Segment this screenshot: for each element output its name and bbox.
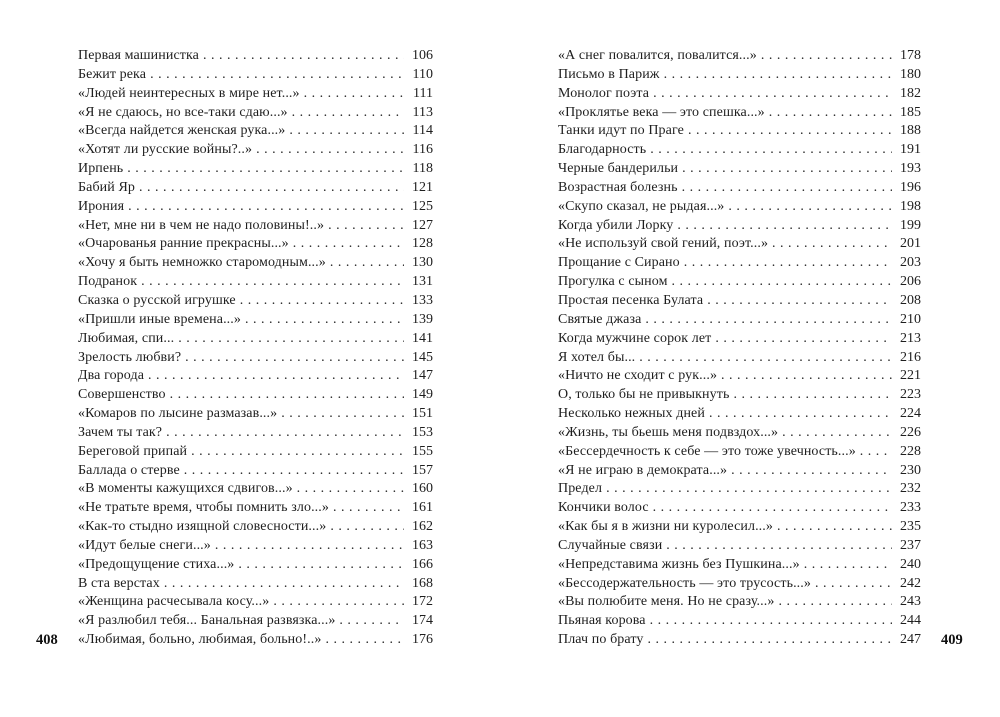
toc-entry-page-number: 198 [900, 198, 921, 214]
toc-entry-title: Благодарность [558, 142, 647, 158]
dot-leader [772, 235, 892, 254]
toc-entry-page-number: 228 [900, 443, 921, 459]
dot-leader [281, 405, 404, 424]
dot-leader [170, 386, 404, 405]
toc-entry-page-number: 157 [412, 462, 433, 478]
toc-entry-title: «Я разлюбил тебя... Банальная развязка...» [78, 613, 336, 629]
dot-leader [293, 235, 404, 254]
toc-entry-title: «Предощущение стиха...» [78, 556, 235, 572]
toc-entry-title: «Нет, мне ни в чем не надо половины!..» [78, 217, 325, 233]
toc-entry-title: О, только бы не привыкнуть [558, 387, 730, 403]
dot-leader [677, 217, 892, 236]
toc-entry-title: Зрелость любви? [78, 349, 182, 365]
toc-entry-page-number: 111 [413, 85, 433, 101]
toc-entry [558, 443, 921, 462]
toc-entry [78, 217, 433, 236]
toc-entry-page-number: 163 [412, 537, 433, 553]
dot-leader [721, 367, 892, 386]
toc-entry-page-number: 106 [412, 48, 433, 63]
toc-entry-page-number: 130 [412, 255, 433, 271]
dot-leader [128, 198, 404, 217]
toc-entry-page-number: 147 [412, 368, 433, 384]
toc-entry [558, 330, 921, 349]
toc-entry [78, 198, 433, 217]
dot-leader [325, 631, 404, 650]
toc-entry-page-number: 244 [900, 613, 921, 629]
toc-entry [78, 311, 433, 330]
dot-leader [648, 631, 893, 650]
toc-entry-page-number: 133 [412, 292, 433, 308]
toc-entry [78, 367, 433, 386]
toc-entry [558, 575, 921, 594]
toc-entry-title: Кончики волос [558, 500, 649, 516]
toc-entry [78, 480, 433, 499]
toc-entry-title: Танки идут по Праге [558, 123, 684, 139]
dot-leader [682, 179, 892, 198]
dot-leader [653, 499, 892, 518]
dot-leader [761, 47, 892, 66]
dot-leader [139, 179, 404, 198]
toc-entry-title: «Комаров по лысине размазав...» [78, 406, 278, 422]
toc-entry-title: Когда мужчине сорок лет [558, 330, 712, 346]
toc-entry-page-number: 145 [412, 349, 433, 365]
toc-entry-title: Ирония [78, 198, 125, 214]
dot-leader [238, 556, 404, 575]
toc-entry [558, 612, 921, 631]
toc-entry-page-number: 213 [900, 330, 921, 346]
toc-entry [558, 537, 921, 556]
dot-leader [804, 556, 892, 575]
toc-entry [558, 462, 921, 481]
toc-entry [558, 556, 921, 575]
toc-entry [558, 104, 921, 123]
toc-entry-page-number: 226 [900, 424, 921, 440]
toc-entry-title: «Хотят ли русские войны?..» [78, 142, 253, 158]
toc-entry-page-number: 151 [412, 406, 433, 422]
toc-entry [558, 160, 921, 179]
dot-leader [273, 593, 404, 612]
toc-entry-title: Черные бандерильи [558, 161, 679, 177]
left-page-toc-list [78, 47, 433, 650]
dot-leader [860, 443, 892, 462]
toc-entry-title: «Идут белые снеги...» [78, 537, 211, 553]
toc-entry [78, 349, 433, 368]
toc-entry [558, 349, 921, 368]
toc-entry-page-number: 149 [412, 387, 433, 403]
toc-entry [78, 66, 433, 85]
toc-entry [78, 499, 433, 518]
toc-entry [78, 537, 433, 556]
toc-entry-page-number: 240 [900, 556, 921, 572]
dot-leader [333, 499, 404, 518]
toc-entry-title: Сказка о русской игрушке [78, 292, 236, 308]
toc-entry-page-number: 216 [900, 349, 921, 365]
toc-entry-title: «Жизнь, ты бьешь меня подвздох...» [558, 424, 779, 440]
toc-entry [558, 499, 921, 518]
toc-entry-title: Я хотел бы... [558, 349, 636, 365]
toc-entry [78, 160, 433, 179]
dot-leader [166, 424, 404, 443]
toc-entry-title: В ста верстах [78, 575, 160, 591]
toc-entry-page-number: 233 [900, 500, 921, 516]
toc-entry-page-number: 235 [900, 519, 921, 535]
toc-entry [78, 85, 433, 104]
toc-entry-page-number: 191 [900, 142, 921, 158]
dot-leader [688, 122, 892, 141]
toc-entry [558, 141, 921, 160]
toc-entry [78, 556, 433, 575]
toc-entry-title: Монолог поэта [558, 85, 650, 101]
toc-entry-page-number: 131 [412, 274, 433, 290]
toc-entry-title: Прогулка с сыном [558, 274, 668, 290]
dot-leader [728, 198, 892, 217]
dot-leader [141, 273, 404, 292]
toc-entry-title: Бежит река [78, 66, 147, 82]
toc-entry [78, 254, 433, 273]
toc-entry-title: Святые джаза [558, 311, 642, 327]
toc-entry-page-number: 172 [412, 594, 433, 610]
toc-entry-page-number: 121 [412, 179, 433, 195]
toc-entry-title: Прощание с Сирано [558, 255, 680, 271]
toc-entry [558, 217, 921, 236]
toc-entry-title: Простая песенка Булата [558, 292, 704, 308]
toc-entry [78, 631, 433, 650]
toc-entry-title: «Скупо сказал, не рыдая...» [558, 198, 725, 214]
right-page-toc-list [558, 47, 921, 650]
toc-entry-title: Пьяная корова [558, 613, 646, 629]
toc-entry-page-number: 182 [900, 85, 921, 101]
dot-leader [709, 405, 892, 424]
dot-leader [297, 480, 404, 499]
dot-leader [127, 160, 404, 179]
toc-entry-page-number: 160 [412, 481, 433, 497]
toc-entry [78, 443, 433, 462]
toc-entry-page-number: 127 [412, 217, 433, 233]
toc-entry-title: Два города [78, 368, 145, 384]
toc-entry-title: «Я не сдаюсь, но все-таки сдаю...» [78, 104, 288, 120]
toc-entry [558, 424, 921, 443]
left-page-folio: 408 [36, 632, 58, 648]
toc-entry-page-number: 199 [900, 217, 921, 233]
dot-leader [650, 141, 892, 160]
dot-leader [815, 575, 892, 594]
toc-entry-page-number: 161 [412, 500, 433, 516]
dot-leader [289, 122, 404, 141]
toc-entry-title: «В моменты кажущихся сдвигов...» [78, 481, 293, 497]
toc-entry-page-number: 168 [412, 575, 433, 591]
toc-entry-title: «Пришли иные времена...» [78, 311, 241, 327]
toc-entry-title: Когда убили Лорку [558, 217, 674, 233]
toc-entry-page-number: 188 [900, 123, 921, 139]
toc-entry [78, 292, 433, 311]
dot-leader [150, 66, 404, 85]
toc-entry-page-number: 230 [900, 462, 921, 478]
toc-entry-title: Баллада о стерве [78, 462, 180, 478]
toc-entry-page-number: 180 [900, 66, 921, 82]
toc-entry-title: «Я не играю в демократа...» [558, 462, 728, 478]
toc-entry-title: «А снег повалится, повалится...» [558, 48, 757, 63]
toc-entry-title: «Как-то стыдно изящной словесности...» [78, 519, 327, 535]
dot-leader [339, 612, 404, 631]
dot-leader [707, 292, 892, 311]
toc-entry-title: «Любимая, больно, любимая, больно!..» [78, 632, 322, 648]
toc-entry-title: «Бессодержательность — это трусость...» [558, 575, 811, 591]
toc-entry-page-number: 243 [900, 594, 921, 610]
toc-entry-title: Первая машинистка [78, 48, 199, 63]
right-page-folio: 409 [941, 632, 963, 648]
dot-leader [778, 593, 892, 612]
toc-entry-page-number: 153 [412, 424, 433, 440]
toc-entry-page-number: 125 [412, 198, 433, 214]
dot-leader [330, 518, 404, 537]
toc-entry [78, 612, 433, 631]
toc-entry [558, 85, 921, 104]
dot-leader [653, 85, 892, 104]
dot-leader [191, 443, 404, 462]
toc-entry [78, 575, 433, 594]
toc-entry-title: Бабий Яр [78, 179, 135, 195]
toc-entry-page-number: 193 [900, 161, 921, 177]
toc-entry-title: «Как бы я в жизни ни куролесил...» [558, 519, 773, 535]
toc-entry-page-number: 141 [412, 330, 433, 346]
dot-leader [645, 311, 892, 330]
toc-entry-title: «Бессердечность к себе — это тоже увечность...» [558, 443, 856, 459]
toc-entry-title: «Очарованья ранние прекрасны...» [78, 236, 289, 252]
toc-entry [78, 518, 433, 537]
toc-entry-title: Подранок [78, 274, 138, 290]
toc-entry-title: Совершенство [78, 387, 166, 403]
dot-leader [777, 518, 892, 537]
toc-entry-page-number: 176 [412, 632, 433, 648]
dot-leader [650, 612, 892, 631]
dot-leader [164, 575, 404, 594]
toc-entry-page-number: 196 [900, 179, 921, 195]
toc-entry [78, 593, 433, 612]
toc-entry [558, 122, 921, 141]
dot-leader [256, 141, 404, 160]
toc-entry-title: Любимая, спи... [78, 330, 175, 346]
toc-entry [78, 122, 433, 141]
dot-leader [184, 462, 404, 481]
toc-entry-title: «Проклятье века — это спешка...» [558, 104, 765, 120]
toc-entry-title: Береговой припай [78, 443, 188, 459]
toc-entry-title: «Ничто не сходит с рук...» [558, 368, 718, 384]
toc-entry [78, 141, 433, 160]
dot-leader [684, 254, 892, 273]
toc-entry-page-number: 223 [900, 387, 921, 403]
dot-leader [304, 85, 404, 104]
toc-entry [558, 518, 921, 537]
toc-entry-title: Ирпень [78, 161, 124, 177]
toc-entry-title: «Всегда найдется женская рука...» [78, 123, 286, 139]
toc-entry-page-number: 110 [412, 66, 433, 82]
dot-leader [606, 480, 892, 499]
toc-entry-title: «Непредставима жизнь без Пушкина...» [558, 556, 800, 572]
dot-leader [185, 349, 404, 368]
toc-entry-page-number: 221 [900, 368, 921, 384]
dot-leader [666, 537, 892, 556]
toc-entry-title: Плач по брату [558, 632, 644, 648]
dot-leader [245, 311, 404, 330]
toc-entry-page-number: 237 [900, 537, 921, 553]
toc-entry-page-number: 114 [412, 123, 433, 139]
toc-entry [558, 179, 921, 198]
toc-entry-title: «Людей неинтересных в мире нет...» [78, 85, 300, 101]
toc-entry-title: Предел [558, 481, 603, 497]
toc-entry-page-number: 232 [900, 481, 921, 497]
toc-entry-page-number: 113 [412, 104, 433, 120]
toc-entry-title: Зачем ты так? [78, 424, 163, 440]
dot-leader [769, 104, 892, 123]
toc-entry-title: «Женщина расчесывала косу...» [78, 594, 270, 610]
toc-entry-page-number: 185 [900, 104, 921, 120]
toc-entry-title: «Не используй свой гений, поэт...» [558, 236, 769, 252]
toc-entry-page-number: 224 [900, 406, 921, 422]
toc-entry-page-number: 178 [900, 48, 921, 63]
toc-entry-page-number: 174 [412, 613, 433, 629]
toc-entry-title: «Не тратьте время, чтобы помнить зло...» [78, 500, 329, 516]
dot-leader [639, 349, 892, 368]
toc-entry-page-number: 128 [412, 236, 433, 252]
toc-entry [78, 273, 433, 292]
toc-entry [558, 273, 921, 292]
toc-entry [78, 424, 433, 443]
toc-entry [558, 254, 921, 273]
toc-entry [78, 235, 433, 254]
toc-entry [558, 367, 921, 386]
toc-entry [558, 47, 921, 66]
dot-leader [672, 273, 892, 292]
dot-leader [328, 217, 404, 236]
toc-entry [558, 235, 921, 254]
toc-entry [558, 480, 921, 499]
toc-entry-page-number: 139 [412, 311, 433, 327]
dot-leader [664, 66, 892, 85]
toc-entry [558, 593, 921, 612]
toc-entry-page-number: 208 [900, 292, 921, 308]
toc-entry-page-number: 155 [412, 443, 433, 459]
toc-entry [558, 66, 921, 85]
toc-entry-page-number: 247 [900, 632, 921, 648]
toc-entry-page-number: 162 [412, 519, 433, 535]
dot-leader [203, 47, 404, 66]
toc-entry-title: Случайные связи [558, 537, 663, 553]
dot-leader [682, 160, 892, 179]
toc-entry-title: Несколько нежных дней [558, 406, 705, 422]
toc-entry [78, 386, 433, 405]
toc-entry-title: «Вы полюбите меня. Но не сразу...» [558, 594, 775, 610]
toc-entry-page-number: 242 [900, 575, 921, 591]
toc-entry [78, 104, 433, 123]
dot-leader [733, 386, 892, 405]
toc-entry [78, 330, 433, 349]
dot-leader [240, 292, 404, 311]
dot-leader [731, 462, 892, 481]
toc-entry-page-number: 201 [900, 236, 921, 252]
dot-leader [330, 254, 404, 273]
dot-leader [715, 330, 892, 349]
toc-entry [558, 386, 921, 405]
toc-entry [78, 47, 433, 66]
toc-entry-page-number: 166 [412, 556, 433, 572]
toc-entry [558, 292, 921, 311]
toc-entry-title: Возрастная болезнь [558, 179, 678, 195]
toc-entry-page-number: 118 [412, 161, 433, 177]
toc-entry-page-number: 206 [900, 274, 921, 290]
toc-entry [558, 405, 921, 424]
toc-entry-page-number: 210 [900, 311, 921, 327]
dot-leader [782, 424, 892, 443]
toc-entry-page-number: 203 [900, 255, 921, 271]
toc-entry [558, 631, 921, 650]
toc-entry [558, 311, 921, 330]
dot-leader [148, 367, 404, 386]
toc-entry-page-number: 116 [412, 142, 433, 158]
dot-leader [292, 104, 404, 123]
dot-leader [215, 537, 404, 556]
toc-entry [78, 179, 433, 198]
toc-entry [558, 198, 921, 217]
toc-entry-title: «Хочу я быть немножко старомодным...» [78, 255, 326, 271]
toc-entry [78, 462, 433, 481]
dot-leader [178, 330, 404, 349]
toc-entry-title: Письмо в Париж [558, 66, 660, 82]
toc-entry [78, 405, 433, 424]
